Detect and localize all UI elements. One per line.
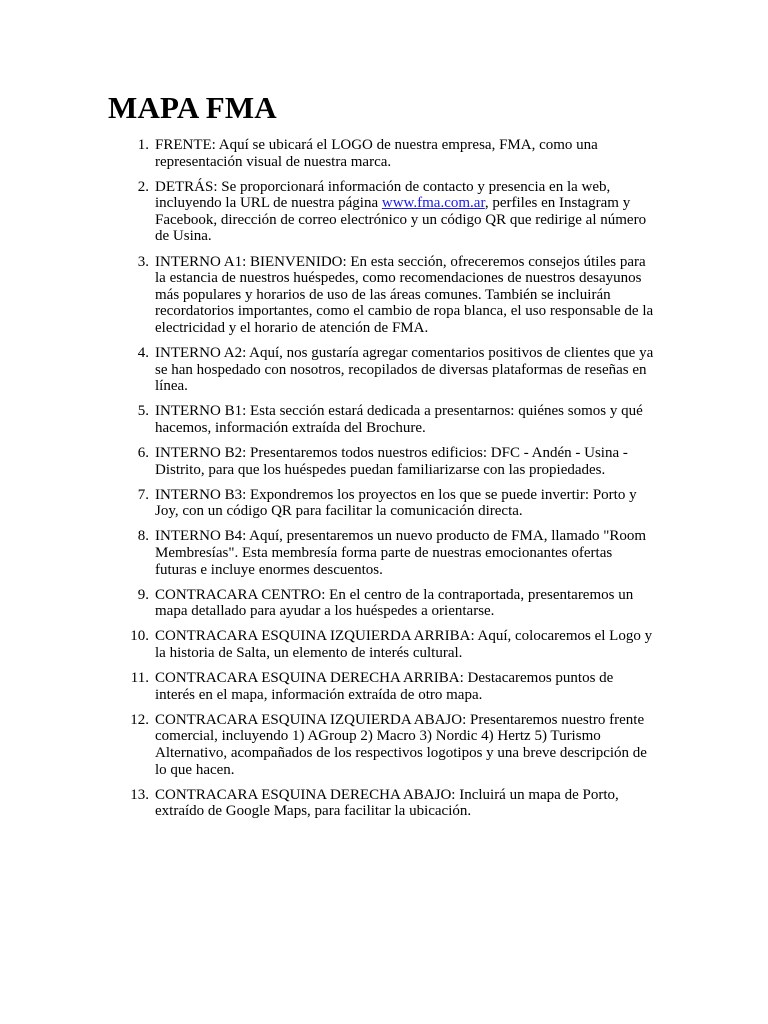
item-text: CONTRACARA ESQUINA IZQUIERDA ABAJO: Presentaremos nuestro frente comercial, incluyendo 1) AGroup 2) Macro 3) Nordic 4) Hertz 5) Turismo Alternativo, acompañados de los respectivos logotipos y una breve descripción de lo que hacen. (155, 711, 647, 778)
list-item-10 (0, 628, 768, 661)
item-number: 11. (130, 670, 149, 687)
item-text: INTERNO B4: Aquí, presentaremos un nuevo producto de FMA, llamado "Room Membresías". Esta membresía forma parte de nuestras emocionantes ofertas futuras e incluye enormes descuentos. (155, 528, 647, 578)
item-number: 7. (137, 486, 149, 503)
item-number: 12. (130, 711, 149, 728)
item-text-after-link: , perfiles en Instagram y Facebook, dirección de correo electrónico y un código QR que redirige al número de Usina. (155, 195, 647, 245)
item-text: INTERNO B2: Presentaremos todos nuestros edificios: DFC - Andén - Usina - Distrito, para que los huéspedes puedan familiarizarse con las propiedades. (155, 445, 628, 478)
list-item-12 (0, 712, 768, 778)
item-text (155, 179, 655, 245)
item-text: CONTRACARA ESQUINA DERECHA ABAJO: Incluirá un mapa de Porto, extraído de Google Maps, para facilitar la ubicación. (155, 786, 619, 820)
list-item-2 (0, 179, 768, 245)
list-item-13 (0, 787, 768, 820)
list-item-5 (0, 403, 768, 436)
item-text-before-link: DETRÁS: Se proporcionará información de contacto y presencia en la web, incluyendo la URL de nuestra página (155, 178, 611, 212)
item-text: INTERNO A2: Aquí, nos gustaría agregar comentarios positivos de clientes que ya se han hospedado con nosotros, recopilados de diversas plataformas de reseñas en línea. (155, 345, 654, 395)
document-title: MAPA FMA (108, 90, 277, 125)
section-list (0, 137, 768, 828)
website-link[interactable]: www.fma.com.ar (381, 195, 485, 212)
item-text: CONTRACARA CENTRO: En el centro de la contraportada, presentaremos un mapa detallado para ayudar a los huéspedes a orientarse. (155, 586, 634, 620)
list-item-11 (0, 670, 768, 703)
item-number: 4. (137, 345, 149, 362)
list-item-9 (0, 587, 768, 620)
list-item-6 (0, 445, 768, 478)
item-number: 3. (137, 253, 149, 270)
item-number: 2. (137, 178, 149, 195)
item-number: 9. (137, 586, 149, 603)
list-item-4 (0, 345, 768, 395)
item-number: 10. (130, 628, 149, 645)
item-text: CONTRACARA ESQUINA IZQUIERDA ARRIBA: Aquí, colocaremos el Logo y la historia de Salta, un elemento de interés cultural. (155, 628, 653, 661)
item-text: INTERNO B1: Esta sección estará dedicada a presentarnos: quiénes somos y qué hacemos, información extraída del Brochure. (155, 403, 643, 436)
list-item-8 (0, 528, 768, 578)
item-text: FRENTE: Aquí se ubicará el LOGO de nuestra empresa, FMA, como una representación visual de nuestra marca. (155, 137, 598, 170)
list-item-7 (0, 487, 768, 520)
list-item-3 (0, 254, 768, 337)
item-number: 8. (137, 528, 149, 545)
item-text: INTERNO A1: BIENVENIDO: En esta sección, ofreceremos consejos útiles para la estancia de nuestros huéspedes, como recomendaciones de nuestros desayunos más populares y horarios de uso de las áreas comunes. También se incluirán recordatorios importantes, como el cambio de ropa blanca, el uso responsable de la electricidad y el horario de atención de FMA. (155, 253, 654, 336)
item-text: INTERNO B3: Expondremos los proyectos en los que se puede invertir: Porto y Joy, con un código QR para facilitar la comunicación directa. (155, 486, 637, 520)
item-number: 13. (130, 786, 149, 803)
list-item-1 (0, 137, 768, 170)
item-text: CONTRACARA ESQUINA DERECHA ARRIBA: Destacaremos puntos de interés en el mapa, información extraída de otro mapa. (155, 670, 614, 703)
item-number: 5. (137, 403, 149, 420)
item-number: 1. (137, 137, 149, 153)
item-number: 6. (137, 445, 149, 461)
